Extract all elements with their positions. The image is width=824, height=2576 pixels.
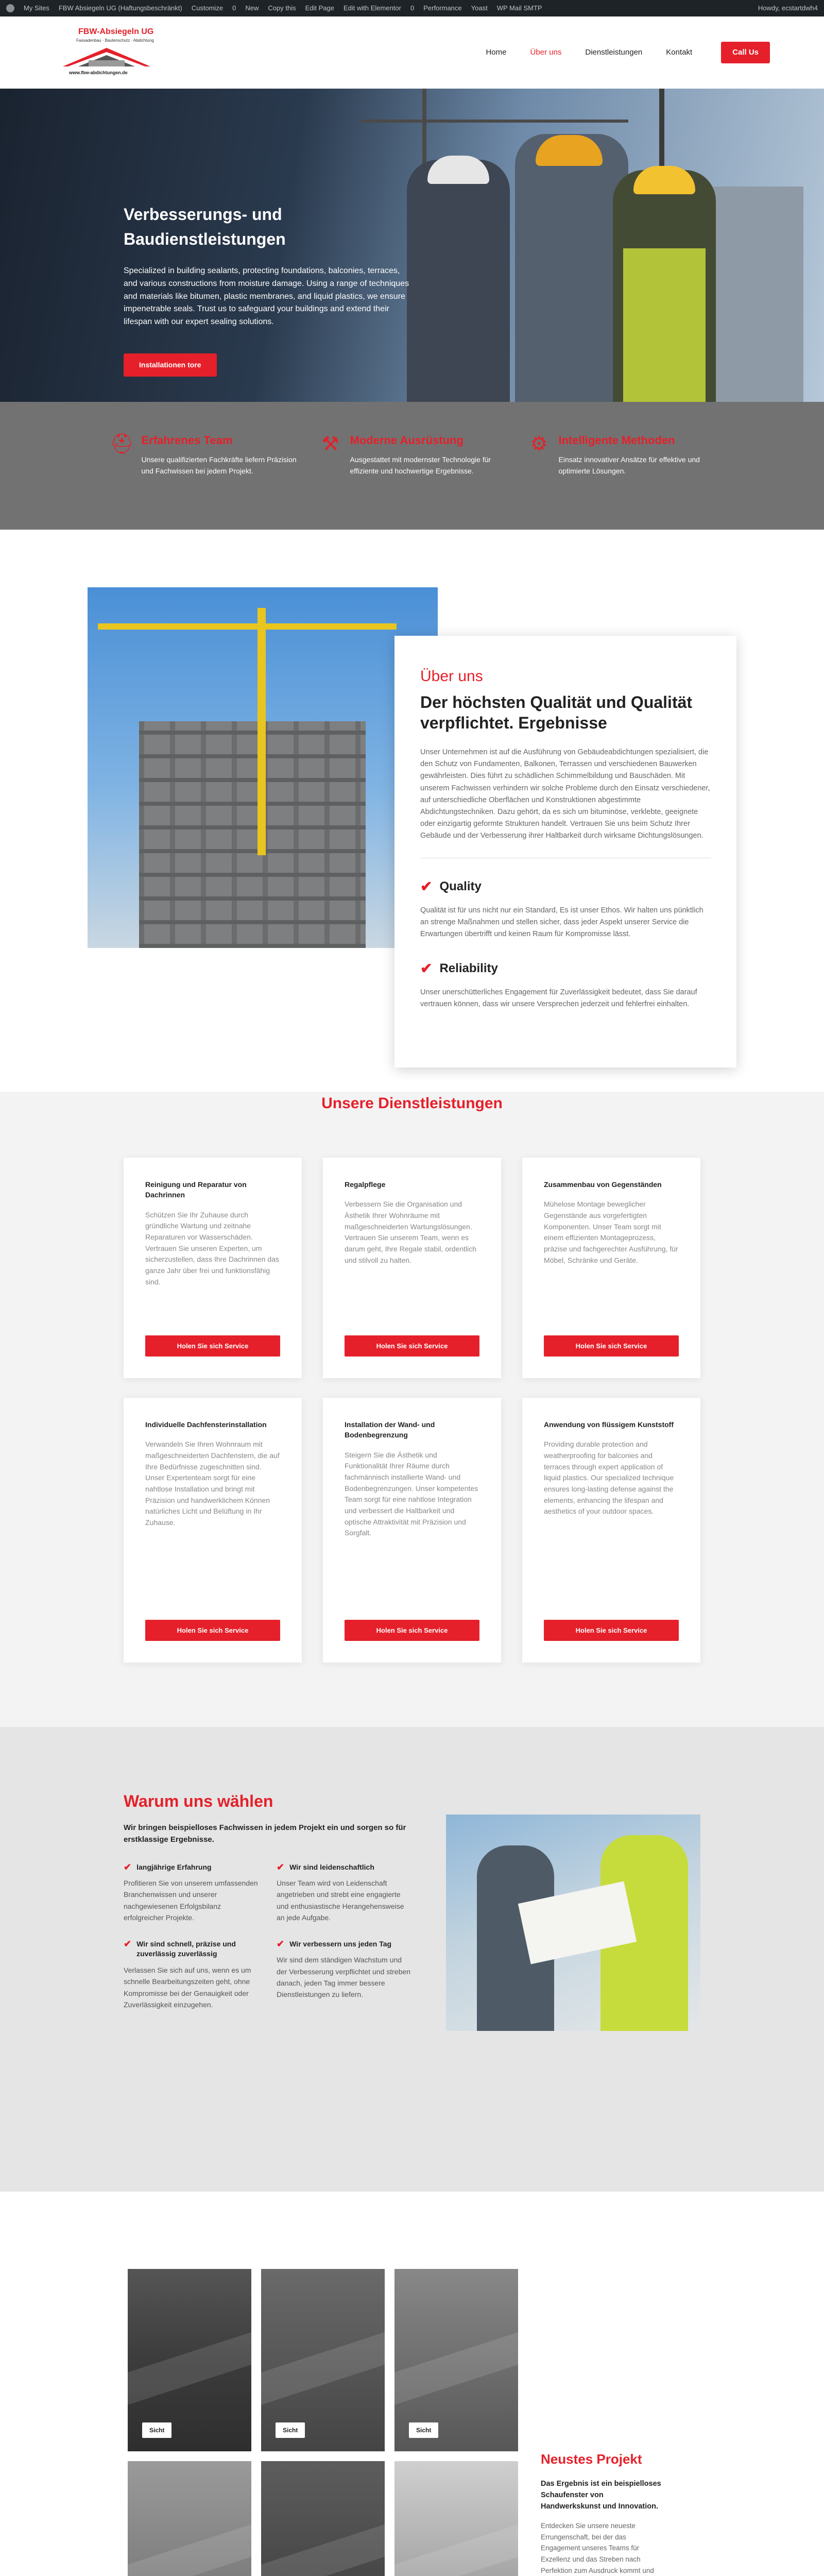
nav-item-dienstleistungen[interactable]: Dienstleistungen — [585, 47, 643, 57]
service-title: Regalpflege — [345, 1180, 386, 1189]
feature-text: Unsere qualifizierten Fachkräfte liefern Präzision und Fachwissen bei jedem Projekt. — [141, 455, 297, 476]
logo-url: www.fbw-abdichtungen.de — [69, 70, 128, 75]
project-tile[interactable] — [128, 2269, 251, 2451]
admin-item-yoast[interactable]: Yoast — [471, 4, 488, 12]
hero-crane-jib — [360, 120, 628, 123]
get-service-button[interactable]: Holen Sie sich Service — [544, 1335, 679, 1357]
get-service-button[interactable]: Holen Sie sich Service — [345, 1335, 479, 1357]
nav-item-kontakt[interactable]: Kontakt — [666, 47, 693, 57]
admin-item-customize[interactable]: Customize — [191, 4, 224, 12]
view-button[interactable]: Sicht — [276, 2422, 305, 2438]
why-item-heading — [277, 1939, 412, 1950]
about-text: Unser Unternehmen ist auf die Ausführung von Gebäudeabdichtungen spezialisiert, die den Schutz von Fundamenten, Balkonen, Terrassen und verschiedenen Bauwerken gewährleisten. Dies führt zu schädlichen Schimmelbildung und Bauschäden. Mit unserem Fachwissen verhindern wir solche Probleme durch den Einsatz verschiedener, auf unterschiedliche Oberflächen und Konstruktionen abgestimmte Abdichtungstechniken. Dazu gehört, da es sich um bituminöse, verklebte, geeignete oder einzigartig geformte Strukturen handelt. Vertrauen Sie uns beim Schutz Ihrer Gebäude und der Verbesserung ihrer Haltbarkeit durch wirksame Dichtungslösungen. — [420, 748, 710, 840]
project-text — [541, 2449, 664, 2576]
admin-item-site[interactable]: FBW Absiegeln UG (Haftungsbeschränkt) — [58, 4, 182, 12]
why-item-text: Unser Team wird von Leidenschaft angetrieben und strebt eine engagierte und enthusiastische Herangehensweise an jede Aufgabe. — [277, 1879, 404, 1922]
site-header — [0, 16, 824, 89]
get-service-button[interactable]: Holen Sie sich Service — [145, 1335, 280, 1357]
check-icon: ✔ — [420, 960, 433, 977]
why-item-text: Wir sind dem ständigen Wachstum und der Verbesserung verpflichtet und streben danach, jeden Tag immer bessere Dienstleistungen zu liefern. — [277, 1956, 410, 1999]
main-nav — [486, 42, 770, 64]
hardhat-icon: ⛑ — [109, 433, 134, 455]
view-button[interactable]: Sicht — [409, 2422, 438, 2438]
service-card — [124, 1398, 302, 1663]
why-item-heading — [277, 1862, 412, 1873]
about-card — [394, 636, 736, 1067]
service-card — [323, 1158, 501, 1378]
hero-text: Specialized in building sealants, protecting foundations, balconies, terraces, and various constructions from moisture damage. Using a range of techniques and materials like bitumen, plastic membranes, and liquid plastics, we ensure impenetrable seals. Trust us to safeguard your buildings and extend their lifespan with our expert sealing solutions. — [124, 266, 409, 327]
service-card — [522, 1398, 700, 1663]
admin-howdy[interactable]: Howdy, ecstartdwh4 — [758, 4, 818, 12]
admin-item-my-sites[interactable]: My Sites — [24, 4, 49, 12]
feature-title: Moderne Ausrüstung — [350, 434, 464, 447]
service-text: Steigern Sie die Ästhetik und Funktionalität Ihrer Räume durch fachmännisch installierte Wand- und Bodenbegrenzungen. Unser kompetentes Team sorgt für eine nahtlose Integration und verbessert die Haltbarkeit und optische Attraktivität mit Präzision und Sorgfalt. — [345, 1450, 478, 1537]
why-lead: Wir bringen beispielloses Fachwissen in jedem Projekt ein und sorgen so für erstklassige Ergebnisse. — [124, 1823, 406, 1844]
why-item-text: Verlassen Sie sich auf uns, wenn es um schnelle Bearbeitungszeiten geht, ohne Kompromisse bei der Genauigkeit oder Zuverlässigkeit einzugehen. — [124, 1965, 251, 2009]
project-description: Entdecken Sie unsere neueste Errungenschaft, bei der das Engagement unseres Teams für Exzellenz und das Streben nach Perfektion zum Ausdruck kommt und — [541, 2522, 654, 2574]
service-text: Mühelose Montage beweglicher Gegenstände aus vorgefertigten Komponenten. Unser Team sorgt mit einem effizienten Montageprozess, präzise und fachgerechter Ausführung, für Möbel, Schränke und Geräte. — [544, 1200, 678, 1264]
services-grid — [124, 1158, 700, 1663]
project-tile[interactable] — [261, 2461, 385, 2576]
service-title: Installation der Wand- und Bodenbegrenzung — [345, 1420, 435, 1439]
service-text: Verbessern Sie die Organisation und Ästhetik Ihrer Wohnräume mit maßgeschneiderten Wartungslösungen. Vertrauen Sie unserem Team, wenn es darum geht, Ihre Regale stabil, ordentlich und stilvoll zu halten. — [345, 1200, 477, 1264]
crane-mast — [258, 608, 266, 855]
hero-section — [0, 89, 824, 402]
why-item-title: langjährige Erfahrung — [136, 1862, 212, 1871]
feature-item — [110, 432, 298, 530]
hero-vest — [623, 248, 706, 402]
why-item-heading — [124, 1939, 259, 1959]
service-card — [124, 1158, 302, 1378]
why-grid — [124, 1862, 412, 2011]
project-gallery — [128, 2269, 518, 2576]
service-card — [323, 1398, 501, 1663]
features-strip — [0, 402, 824, 530]
check-icon: ✔ — [277, 1938, 285, 1949]
feature-title: Intelligente Methoden — [558, 434, 675, 447]
feature-text: Einsatz innovativer Ansätze für effektive und optimierte Lösungen. — [558, 455, 700, 476]
admin-item-comments[interactable]: 0 — [232, 4, 236, 12]
check-icon: ✔ — [124, 1938, 132, 1949]
quality-text: Qualität ist für uns nicht nur ein Standard, Es ist unser Ethos. Wir halten uns pünktlich an strenge Maßnahmen und stellen sicher, dass jeder Aspekt unserer Service die Erwartungen übertrifft und keinen Raum für Kompromisse lässt. — [420, 906, 703, 938]
feature-item — [318, 432, 506, 530]
get-service-button[interactable]: Holen Sie sich Service — [345, 1620, 479, 1641]
site-logo[interactable] — [58, 24, 156, 81]
services-section — [0, 1092, 824, 1727]
about-photo — [88, 587, 438, 948]
service-title: Anwendung von flüssigem Kunststoff — [544, 1420, 674, 1429]
crane-jib — [98, 623, 397, 630]
why-item — [277, 1862, 412, 1924]
roof-icon — [58, 46, 156, 69]
admin-bar — [0, 0, 824, 16]
feature-text: Ausgestattet mit modernster Technologie für effiziente und hochwertige Ergebnisse. — [350, 455, 491, 476]
feature-title: Erfahrenes Team — [141, 434, 233, 447]
nav-item-home[interactable]: Home — [486, 47, 507, 57]
why-section — [0, 1727, 824, 2192]
admin-item-new[interactable]: New — [245, 4, 259, 12]
hero-button[interactable]: Installationen tore — [124, 353, 217, 377]
tools-icon: ⚒ — [321, 433, 339, 455]
reliability-title: Reliability — [439, 961, 498, 976]
admin-item-elementor[interactable]: Edit with Elementor — [343, 4, 401, 12]
gear-icon: ⚙ — [530, 433, 548, 455]
service-title: Reinigung und Reparatur von Dachrinnen — [145, 1180, 247, 1199]
about-section — [0, 530, 824, 1092]
why-item-title: Wir sind leidenschaftlich — [289, 1862, 374, 1871]
check-icon: ✔ — [124, 1861, 132, 1872]
quality-heading — [420, 876, 711, 897]
check-icon: ✔ — [277, 1861, 285, 1872]
hero-worker-2 — [515, 134, 628, 402]
why-item-title: Wir verbessern uns jeden Tag — [289, 1939, 392, 1948]
quality-title: Quality — [439, 879, 482, 893]
project-tile[interactable] — [261, 2269, 385, 2451]
project-tile[interactable] — [394, 2269, 518, 2451]
feature-item — [527, 432, 715, 530]
check-icon: ✔ — [420, 878, 433, 894]
building-under-construction — [139, 721, 366, 948]
about-title: Der höchsten Qualität und Qualität verpflichtet. Ergebnisse — [420, 693, 693, 732]
admin-item-smtp[interactable]: WP Mail SMTP — [496, 4, 542, 12]
why-item — [277, 1939, 412, 2011]
hero-worker-1 — [407, 160, 510, 402]
project-title: Neustes Projekt — [541, 2451, 642, 2467]
wordpress-icon[interactable] — [6, 4, 14, 12]
admin-item-updates[interactable]: 0 — [410, 4, 415, 12]
admin-item-copy[interactable]: Copy this — [268, 4, 296, 12]
admin-item-edit-page[interactable]: Edit Page — [305, 4, 334, 12]
why-item-heading — [124, 1862, 259, 1873]
service-title: Zusammenbau von Gegenständen — [544, 1180, 662, 1189]
service-text: Verwandeln Sie Ihren Wohnraum mit maßgeschneiderten Dachfenstern, die auf Ihre Bedürfnisse zugeschnitten sind. Unser Expertenteam sorgt für eine nahtlose Installation und bringt mit Präzision und handwerklichem Können natürliches Licht und Belüftung in Ihr Zuhause. — [145, 1440, 280, 1527]
project-tile[interactable] — [394, 2461, 518, 2576]
why-item — [124, 1862, 259, 1924]
project-section — [0, 2192, 824, 2576]
why-item-text: Profitieren Sie von unserem umfassenden Branchenwissen und unserer nachgewiesenen Erfolgsbilanz erfolgreicher Projekte. — [124, 1879, 258, 1922]
reliability-text: Unser unerschütterliches Engagement für Zuverlässigkeit bedeutet, dass Sie darauf vertrauen können, dass wir unsere Versprechen jederzeit und fehlerfrei einhalten. — [420, 988, 697, 1009]
admin-item-performance[interactable]: Performance — [423, 4, 462, 12]
why-item — [124, 1939, 259, 2011]
nav-item-ueber-uns[interactable]: Über uns — [530, 47, 562, 57]
call-us-button[interactable]: Call Us — [721, 42, 770, 64]
view-button[interactable]: Sicht — [142, 2422, 171, 2438]
reliability-heading — [420, 958, 711, 979]
service-title: Individuelle Dachfensterinstallation — [145, 1420, 267, 1429]
project-lead: Das Ergebnis ist ein beispielloses Schaufenster von Handwerkskunst und Innovation. — [541, 2480, 661, 2511]
get-service-button[interactable]: Holen Sie sich Service — [544, 1620, 679, 1641]
hero-title: Verbesserungs- und Baudienstleistungen — [124, 205, 286, 248]
logo-name: FBW-Absiegeln UG — [78, 27, 154, 36]
why-item-title: Wir sind schnell, präzise und zuverlässig zuverlässig — [136, 1939, 236, 1958]
hero-building — [711, 187, 803, 402]
service-card — [522, 1158, 700, 1378]
hero-content — [124, 202, 412, 377]
why-title: Warum uns wählen — [124, 1792, 273, 1810]
project-tile[interactable] — [128, 2461, 251, 2576]
services-title: Unsere Dienstleistungen — [321, 1095, 503, 1112]
service-text: Schützen Sie Ihr Zuhause durch gründliche Wartung und zeitnahe Reparaturen vor Wasserschäden. Vertrauen Sie unseren Experten, um sicherzustellen, dass Ihre Dachrinnen das ganze Jahr über frei und funktionsfähig sind. — [145, 1210, 279, 1286]
service-text: Providing durable protection and weatherproofing for balconies and terraces through expert application of liquid plastics. Our specialized technique ensures long-lasting defense against the elements, enhancing the lifespan and aesthetics of your outdoor spaces. — [544, 1440, 674, 1516]
about-kicker: Über uns — [420, 668, 483, 685]
logo-tagline: Fassadenbau · Bautenschutz · Abdichtung — [76, 38, 154, 43]
engineers-photo — [446, 1815, 700, 2031]
why-content — [124, 1789, 412, 2010]
get-service-button[interactable]: Holen Sie sich Service — [145, 1620, 280, 1641]
